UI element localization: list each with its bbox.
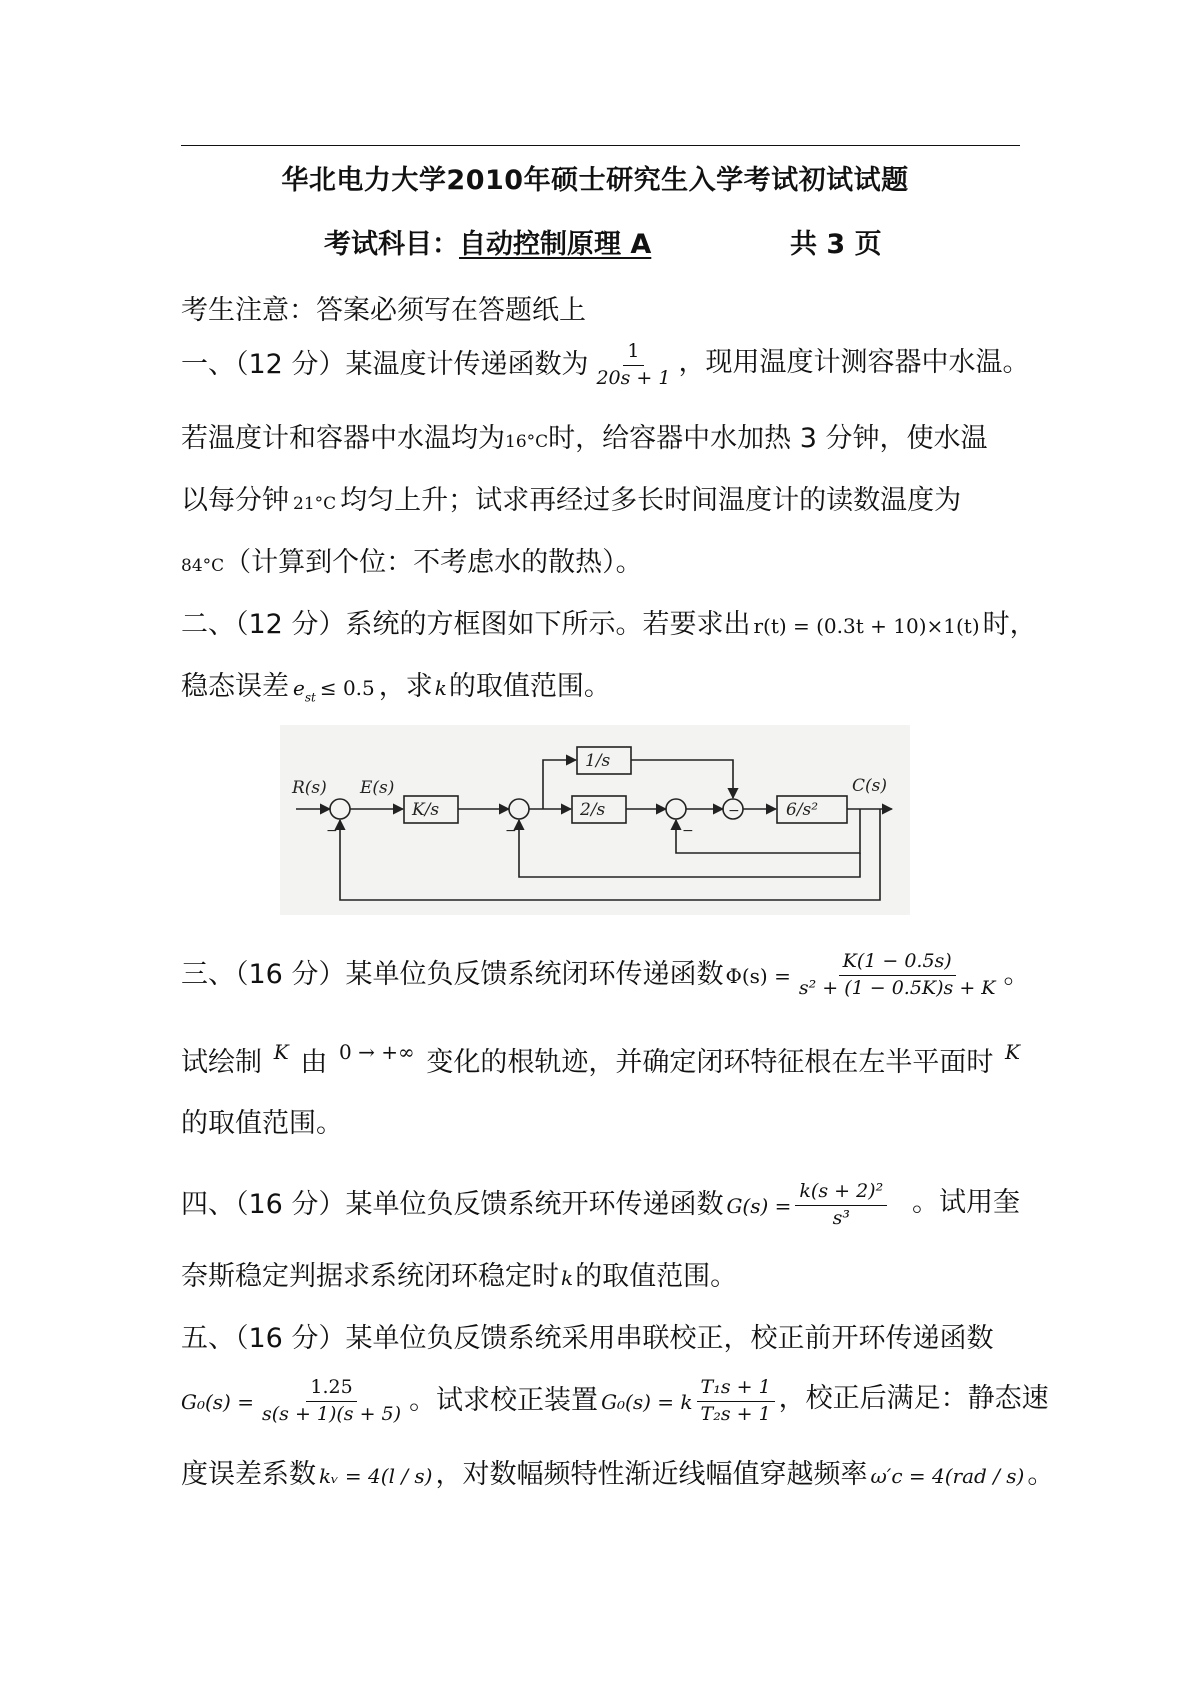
q2-error-subscript: st (304, 690, 316, 705)
block-diagram (280, 725, 910, 915)
q5-plant-numerator: 1.25 (306, 1376, 356, 1402)
q2-text-d: ，求 (378, 671, 433, 702)
q3-text-a: 三、（16 分）某单位负反馈系统闭环传递函数 (181, 958, 724, 990)
q1-text-d: 时，给容器中水加热 3 分钟，使水温 (548, 423, 988, 454)
q3-line-1 (181, 950, 1030, 1001)
sign-sum4: − (728, 803, 740, 819)
q1-temp-2: 84°C (181, 556, 225, 576)
label-input: R(s) (292, 778, 327, 798)
q3-text-e: 变化的根轨迹，并确定闭环特征根在左半平面时 (426, 1047, 994, 1078)
exam-title: 华北电力大学2010年硕士研究生入学考试初试试题 (281, 165, 909, 196)
sign-sum1: − (326, 823, 338, 839)
summing-junction-3 (666, 799, 686, 819)
q5-gc: G₀(s) = k (601, 1389, 693, 1414)
q2-input-signal: r(t) = (0.3t + 10)×1(t) (753, 614, 980, 638)
q4-line-2 (181, 1254, 737, 1293)
subject-label: 考试科目： (324, 229, 459, 260)
q3-phi: Φ(s) = (725, 963, 791, 988)
q3-numerator: K(1 − 0.5s) (839, 950, 956, 976)
q3-text-b: 。 (1003, 958, 1031, 990)
block-diagram-svg (280, 725, 910, 915)
q5-text-b: ，校正后满足：静态速 (778, 1383, 1049, 1414)
q1-tf-denominator: 20s + 1 (596, 366, 671, 389)
q1-rate: 21°C (293, 494, 337, 514)
block-label-6-over-s-squared: 6/s² (786, 800, 819, 820)
q1-line-2 (181, 416, 987, 455)
page-count: 共 3 页 (790, 229, 882, 260)
exam-subject (324, 222, 651, 261)
q5-comp-denominator: T₂s + 1 (700, 1402, 771, 1425)
q1-text-e: 以每分钟 (181, 485, 289, 516)
q1-text-f: 均匀上升；试求再经过多长时间温度计的读数温度为 (340, 485, 962, 516)
q5-comp-numerator: T₁s + 1 (697, 1376, 775, 1402)
q5-wc: ω′c = 4(rad / s) (870, 1464, 1025, 1488)
q5-line-3 (181, 1452, 1054, 1491)
q4-text-b: 。试用奎 (912, 1187, 1020, 1218)
q2-k-symbol: k (434, 676, 447, 700)
q3-k-1: K (273, 1040, 289, 1064)
q4-open-loop-tf (795, 1180, 887, 1231)
q1-line-1 (181, 340, 1030, 391)
q5-line-1: 五、（16 分）某单位负反馈系统采用串联校正，校正前开环传递函数 (181, 1323, 994, 1354)
sign-sum3: − (682, 823, 694, 839)
q2-text-b: 时， (982, 609, 1037, 640)
block-label-k-over-s: K/s (412, 800, 440, 820)
q3-k-2: K (1005, 1040, 1020, 1064)
notice: 考生注意：答案必须写在答题纸上 (181, 295, 586, 326)
q1-text-a: 一、（12 分）某温度计传递函数为 (181, 348, 589, 380)
q3-denominator: s² + (1 − 0.5K)s + K (798, 976, 996, 999)
branch-to-1s (543, 760, 576, 809)
q2-line-2 (181, 664, 611, 704)
q3-closed-loop-tf (795, 950, 1000, 1001)
q2-text-e: 的取值范围。 (448, 671, 611, 702)
q2-text-c: 稳态误差 (181, 671, 289, 702)
q5-plant-tf (258, 1376, 405, 1427)
q4-g: G(s) = (726, 1193, 792, 1218)
q1-transfer-function (592, 340, 674, 391)
q4-k: k (561, 1266, 574, 1290)
q1-line-4 (181, 540, 643, 579)
q3-text-d: 由 (300, 1047, 328, 1078)
q4-line-1 (181, 1180, 1020, 1231)
q5-kv: kᵥ = 4(l / s) (319, 1464, 433, 1488)
q1-text-g: （计算到个位：不考虑水的散热）。 (224, 547, 643, 578)
q2-line-1 (181, 602, 1037, 641)
q4-text-a: 四、（16 分）某单位负反馈系统开环传递函数 (181, 1188, 724, 1220)
q5-text-c: 度误差系数 (181, 1459, 316, 1490)
q4-numerator: k(s + 2)² (795, 1180, 887, 1206)
q5-g0: G₀(s) = (181, 1389, 254, 1414)
block-label-1-over-s: 1/s (585, 751, 611, 771)
q1-tf-numerator: 1 (623, 340, 643, 366)
q2-error-symbol: e (293, 676, 305, 700)
q2-text-a: 二、（12 分）系统的方框图如下所示。若要求出 (181, 609, 751, 640)
q3-line-3: 的取值范围。 (181, 1108, 343, 1139)
q3-range: 0 → +∞ (339, 1040, 415, 1064)
q1-text-c: 若温度计和容器中水温均为 (181, 423, 505, 454)
q1-text-b: ，现用温度计测容器中水温。 (678, 347, 1030, 378)
subject-value: 自动控制原理 A (459, 229, 652, 260)
q5-text-e: 。 (1027, 1459, 1055, 1490)
q3-text-c: 试绘制 (181, 1047, 262, 1078)
q5-text-d: ，对数幅频特性渐近线幅值穿越频率 (435, 1459, 868, 1490)
q1-line-3 (181, 478, 961, 517)
1s-to-sum4 (631, 760, 733, 798)
q4-denominator: s³ (832, 1206, 850, 1229)
q4-text-c: 奈斯稳定判据求系统闭环稳定时 (181, 1261, 559, 1292)
summing-junction-1 (330, 799, 350, 819)
q4-text-d: 的取值范围。 (575, 1261, 738, 1292)
q1-temp-1: 16°C (505, 432, 549, 452)
block-label-2-over-s: 2/s (580, 800, 606, 820)
summing-junction-2 (509, 799, 529, 819)
q5-text-a: 。试求校正装置 (409, 1384, 599, 1416)
label-error: E(s) (360, 778, 395, 798)
q2-error-condition: ≤ 0.5 (319, 676, 375, 700)
q5-line-2 (181, 1376, 1049, 1427)
q5-compensator-tf (697, 1376, 775, 1427)
header-rule (181, 145, 1020, 146)
q5-plant-denominator: s(s + 1)(s + 5) (261, 1402, 402, 1425)
q3-line-2 (181, 1040, 1020, 1079)
inner-feedback-sum3 (676, 809, 860, 853)
label-output: C(s) (852, 776, 887, 796)
sign-sum2: − (505, 823, 517, 839)
